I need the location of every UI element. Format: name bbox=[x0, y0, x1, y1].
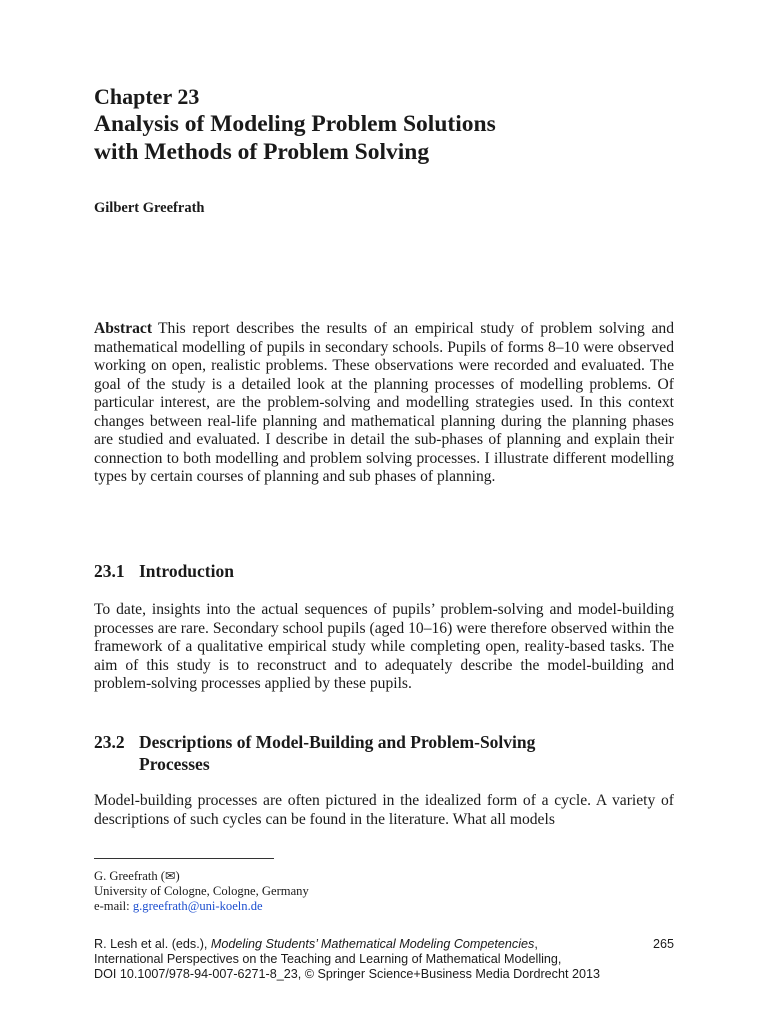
page-number: 265 bbox=[652, 937, 674, 951]
footnote-divider bbox=[94, 858, 274, 859]
chapter-title-line-2: with Methods of Problem Solving bbox=[94, 139, 430, 165]
introduction-paragraph: To date, insights into the actual sequences of pupils’ problem-solving and model-building processes are rare. Secondary school pupils (aged 10–16) were therefore observed within the framework of a qualitative empirical study while completing open, reality-based tasks. The aim of this study is to reconstruct and to adequately describe the model-building and problem-solving processes applied by these pupils. bbox=[94, 601, 674, 692]
citation-editors: R. Lesh et al. (eds.), bbox=[94, 937, 208, 951]
book-citation bbox=[94, 937, 674, 982]
chapter-title-line-1: Analysis of Modeling Problem Solutions bbox=[94, 111, 496, 137]
abstract bbox=[94, 320, 674, 487]
chapter-label: Chapter 23 bbox=[94, 84, 200, 109]
email-link[interactable]: g.greefrath@uni-koeln.de bbox=[132, 899, 263, 913]
section-heading-introduction bbox=[94, 561, 234, 582]
citation-series: International Perspectives on the Teaching and Learning of Mathematical Modelling, bbox=[94, 952, 562, 966]
abstract-text: This report describes the results of an empirical study of problem solving and mathematical modelling of pupils in secondary schools. Pupils of forms 8–10 were observed working on open, realistic problems. These observations were recorded and evaluated. The goal of the study is a detailed look at the planning processes of modelling problems. Of particular interest, are the problem-solving and modelling strategies used. In this context changes between real-life planning and mathematical planning during the planning phases are studied and evaluated. I describe in detail the sub-phases of planning and explain their connection to both modelling and problem solving processes. I illustrate different modelling types by certain courses of planning and sub phases of planning. bbox=[94, 320, 674, 485]
model-building-paragraph: Model-building processes are often pictured in the idealized form of a cycle. A variety of descriptions of such cycles can be found in the literature. What all models bbox=[94, 792, 674, 828]
section-heading-descriptions bbox=[94, 731, 674, 775]
citation-book-title: Modeling Students’ Mathematical Modeling Competencies bbox=[210, 937, 535, 951]
footnote-email-line bbox=[94, 899, 309, 914]
footnote-affiliation: University of Cologne, Cologne, Germany bbox=[94, 884, 309, 898]
abstract-label: Abstract bbox=[94, 320, 153, 337]
citation-line-1: R. Lesh et al. (eds.), Modeling Students’ Mathematical Modeling Competencies, bbox=[94, 937, 538, 951]
author-name: Gilbert Greefrath bbox=[94, 200, 205, 216]
section-title-line-1: Descriptions of Model-Building and Problem-Solving bbox=[139, 732, 536, 752]
email-label: e-mail: bbox=[94, 899, 130, 913]
section-title-line-2: Processes bbox=[139, 754, 210, 774]
chapter-title bbox=[94, 110, 694, 166]
author-footnote bbox=[94, 869, 309, 914]
section-title: Introduction bbox=[139, 561, 234, 581]
section-number: 23.2 bbox=[94, 732, 125, 752]
section-number: 23.1 bbox=[94, 561, 125, 581]
footnote-author: G. Greefrath (✉) bbox=[94, 869, 180, 883]
citation-doi: DOI 10.1007/978-94-007-6271-8_23, © Springer Science+Business Media Dordrecht 2013 bbox=[94, 967, 600, 981]
